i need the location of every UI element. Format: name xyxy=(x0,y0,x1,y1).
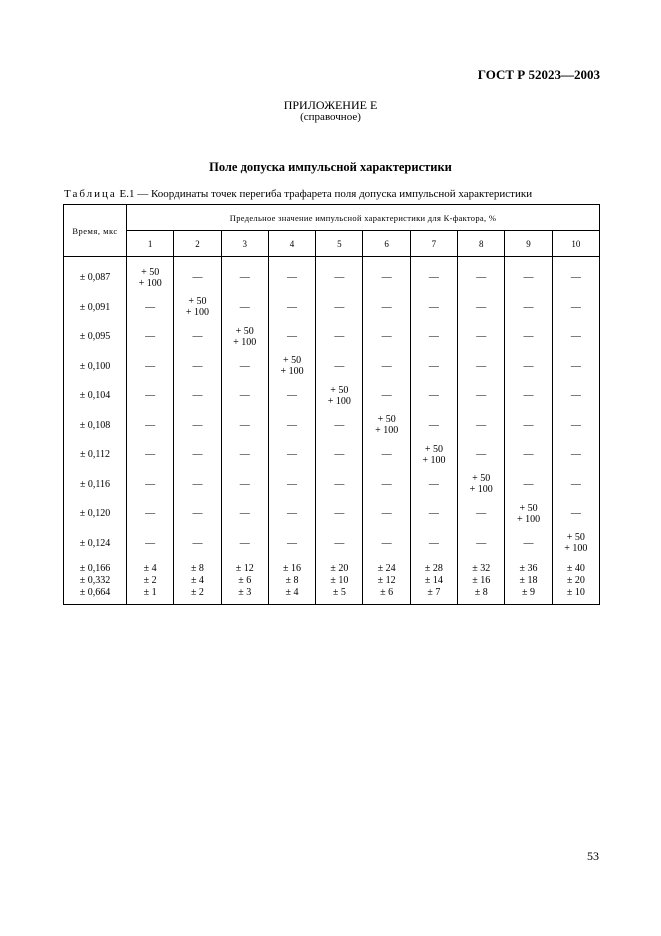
table-caption-prefix: Таблица xyxy=(64,188,117,200)
value-cell: — xyxy=(552,257,599,293)
value-cell: — xyxy=(316,470,363,500)
page-number: 53 xyxy=(587,849,599,863)
value-cell: — xyxy=(458,381,505,411)
table-row xyxy=(64,470,600,500)
value-cell: — xyxy=(410,470,457,500)
time-cell: ± 0,116 xyxy=(64,470,127,500)
value-cell: — xyxy=(505,440,552,470)
value-cell: — xyxy=(221,440,268,470)
value-cell: ± 16 ± 8 ± 4 xyxy=(268,558,315,605)
table-header xyxy=(64,205,600,257)
value-cell: — xyxy=(458,257,505,293)
appendix-block xyxy=(0,99,661,123)
value-cell: — xyxy=(458,529,505,559)
k-factor-span-header: Предельное значение импульсной характеристики для К-фактора, % xyxy=(127,205,600,231)
value-cell: — xyxy=(410,322,457,352)
value-cell: — xyxy=(221,529,268,559)
value-cell: — xyxy=(363,293,410,323)
value-cell: — xyxy=(552,470,599,500)
k-factor-header: 3 xyxy=(221,231,268,257)
value-cell: + 50 + 100 xyxy=(221,322,268,352)
time-cell: ± 0,104 xyxy=(64,381,127,411)
k-factor-header: 1 xyxy=(127,231,174,257)
value-cell: — xyxy=(174,440,221,470)
value-cell: — xyxy=(268,257,315,293)
table-row xyxy=(64,381,600,411)
value-cell: + 50 + 100 xyxy=(458,470,505,500)
value-cell: — xyxy=(458,293,505,323)
impulse-tolerance-table xyxy=(63,204,600,605)
k-factor-header: 5 xyxy=(316,231,363,257)
value-cell: — xyxy=(221,381,268,411)
value-cell: — xyxy=(505,322,552,352)
value-cell: — xyxy=(552,381,599,411)
value-cell: — xyxy=(268,470,315,500)
value-cell: — xyxy=(316,411,363,441)
value-cell: + 50 + 100 xyxy=(410,440,457,470)
value-cell: ± 20 ± 10 ± 5 xyxy=(316,558,363,605)
time-cell: ± 0,091 xyxy=(64,293,127,323)
k-factor-header: 8 xyxy=(458,231,505,257)
table-body xyxy=(64,257,600,605)
k-factor-header: 2 xyxy=(174,231,221,257)
k-factor-header-row xyxy=(64,231,600,257)
value-cell: — xyxy=(363,499,410,529)
value-cell: — xyxy=(316,529,363,559)
value-cell: + 50 + 100 xyxy=(174,293,221,323)
k-factor-header: 7 xyxy=(410,231,457,257)
value-cell: — xyxy=(174,499,221,529)
value-cell: — xyxy=(410,257,457,293)
value-cell: ± 28 ± 14 ± 7 xyxy=(410,558,457,605)
value-cell: — xyxy=(174,257,221,293)
value-cell: — xyxy=(410,293,457,323)
value-cell: — xyxy=(127,411,174,441)
appendix-note: (справочное) xyxy=(300,111,361,123)
table-row xyxy=(64,529,600,559)
value-cell: — xyxy=(127,322,174,352)
time-cell: ± 0,108 xyxy=(64,411,127,441)
value-cell: — xyxy=(221,352,268,382)
value-cell: — xyxy=(363,529,410,559)
time-cell: ± 0,166 ± 0,332 ± 0,664 xyxy=(64,558,127,605)
value-cell: — xyxy=(363,352,410,382)
value-cell: — xyxy=(505,293,552,323)
value-cell: — xyxy=(410,499,457,529)
table-row xyxy=(64,411,600,441)
value-cell: — xyxy=(363,257,410,293)
table-row xyxy=(64,293,600,323)
table-row xyxy=(64,440,600,470)
time-cell: ± 0,112 xyxy=(64,440,127,470)
value-cell: — xyxy=(127,470,174,500)
value-cell: ± 8 ± 4 ± 2 xyxy=(174,558,221,605)
value-cell: — xyxy=(552,352,599,382)
table-caption-text: Е.1 — Координаты точек перегиба трафарета поля допуска импульсной характеристики xyxy=(116,188,533,200)
value-cell: ± 24 ± 12 ± 6 xyxy=(363,558,410,605)
value-cell: — xyxy=(410,411,457,441)
value-cell: — xyxy=(363,322,410,352)
header-row-top xyxy=(64,205,600,231)
value-cell: — xyxy=(268,381,315,411)
value-cell: — xyxy=(458,440,505,470)
value-cell: — xyxy=(268,411,315,441)
value-cell: — xyxy=(505,411,552,441)
k-factor-header: 9 xyxy=(505,231,552,257)
value-cell: + 50 + 100 xyxy=(363,411,410,441)
value-cell: + 50 + 100 xyxy=(505,499,552,529)
value-cell: — xyxy=(552,293,599,323)
appendix-title: ПРИЛОЖЕНИЕ Е xyxy=(283,98,378,112)
table-row xyxy=(64,499,600,529)
section-heading: Поле допуска импульсной характеристики xyxy=(209,160,452,174)
value-cell: ± 32 ± 16 ± 8 xyxy=(458,558,505,605)
k-factor-header: 6 xyxy=(363,231,410,257)
value-cell: — xyxy=(268,529,315,559)
value-cell: — xyxy=(127,293,174,323)
table-row xyxy=(64,257,600,293)
value-cell: — xyxy=(458,411,505,441)
value-cell: — xyxy=(505,352,552,382)
value-cell: — xyxy=(552,499,599,529)
value-cell: — xyxy=(363,470,410,500)
value-cell: — xyxy=(174,411,221,441)
value-cell: — xyxy=(458,352,505,382)
value-cell: — xyxy=(458,499,505,529)
value-cell: — xyxy=(127,381,174,411)
value-cell: + 50 + 100 xyxy=(127,257,174,293)
k-factor-header: 10 xyxy=(552,231,599,257)
k-factor-header: 4 xyxy=(268,231,315,257)
value-cell: — xyxy=(174,529,221,559)
time-cell: ± 0,087 xyxy=(64,257,127,293)
value-cell: — xyxy=(505,529,552,559)
value-cell: — xyxy=(458,322,505,352)
value-cell: — xyxy=(127,440,174,470)
value-cell: + 50 + 100 xyxy=(552,529,599,559)
table-row xyxy=(64,322,600,352)
value-cell: — xyxy=(552,440,599,470)
value-cell: — xyxy=(410,352,457,382)
value-cell: — xyxy=(221,293,268,323)
value-cell: — xyxy=(174,470,221,500)
table-row xyxy=(64,352,600,382)
value-cell: — xyxy=(410,381,457,411)
standard-number: ГОСТ Р 52023—2003 xyxy=(477,67,600,82)
value-cell: — xyxy=(174,352,221,382)
value-cell: ± 36 ± 18 ± 9 xyxy=(505,558,552,605)
value-cell: — xyxy=(410,529,457,559)
value-cell: — xyxy=(127,529,174,559)
time-column-header: Время, мкс xyxy=(64,205,127,257)
value-cell: — xyxy=(316,257,363,293)
table-caption xyxy=(64,188,532,200)
value-cell: — xyxy=(268,322,315,352)
value-cell: — xyxy=(316,293,363,323)
value-cell: — xyxy=(268,499,315,529)
table-row xyxy=(64,558,600,605)
value-cell: — xyxy=(552,322,599,352)
value-cell: — xyxy=(316,440,363,470)
time-cell: ± 0,120 xyxy=(64,499,127,529)
value-cell: — xyxy=(505,257,552,293)
value-cell: — xyxy=(174,381,221,411)
value-cell: ± 12 ± 6 ± 3 xyxy=(221,558,268,605)
value-cell: ± 40 ± 20 ± 10 xyxy=(552,558,599,605)
time-cell: ± 0,095 xyxy=(64,322,127,352)
value-cell: — xyxy=(505,381,552,411)
value-cell: — xyxy=(505,470,552,500)
time-cell: ± 0,100 xyxy=(64,352,127,382)
value-cell: — xyxy=(268,293,315,323)
value-cell: — xyxy=(127,352,174,382)
value-cell: — xyxy=(363,440,410,470)
value-cell: + 50 + 100 xyxy=(268,352,315,382)
value-cell: + 50 + 100 xyxy=(316,381,363,411)
value-cell: — xyxy=(316,499,363,529)
value-cell: — xyxy=(363,381,410,411)
value-cell: — xyxy=(221,499,268,529)
value-cell: — xyxy=(552,411,599,441)
value-cell: — xyxy=(221,470,268,500)
time-cell: ± 0,124 xyxy=(64,529,127,559)
value-cell: — xyxy=(127,499,174,529)
value-cell: ± 4 ± 2 ± 1 xyxy=(127,558,174,605)
value-cell: — xyxy=(221,257,268,293)
value-cell: — xyxy=(268,440,315,470)
value-cell: — xyxy=(316,322,363,352)
value-cell: — xyxy=(174,322,221,352)
value-cell: — xyxy=(316,352,363,382)
value-cell: — xyxy=(221,411,268,441)
